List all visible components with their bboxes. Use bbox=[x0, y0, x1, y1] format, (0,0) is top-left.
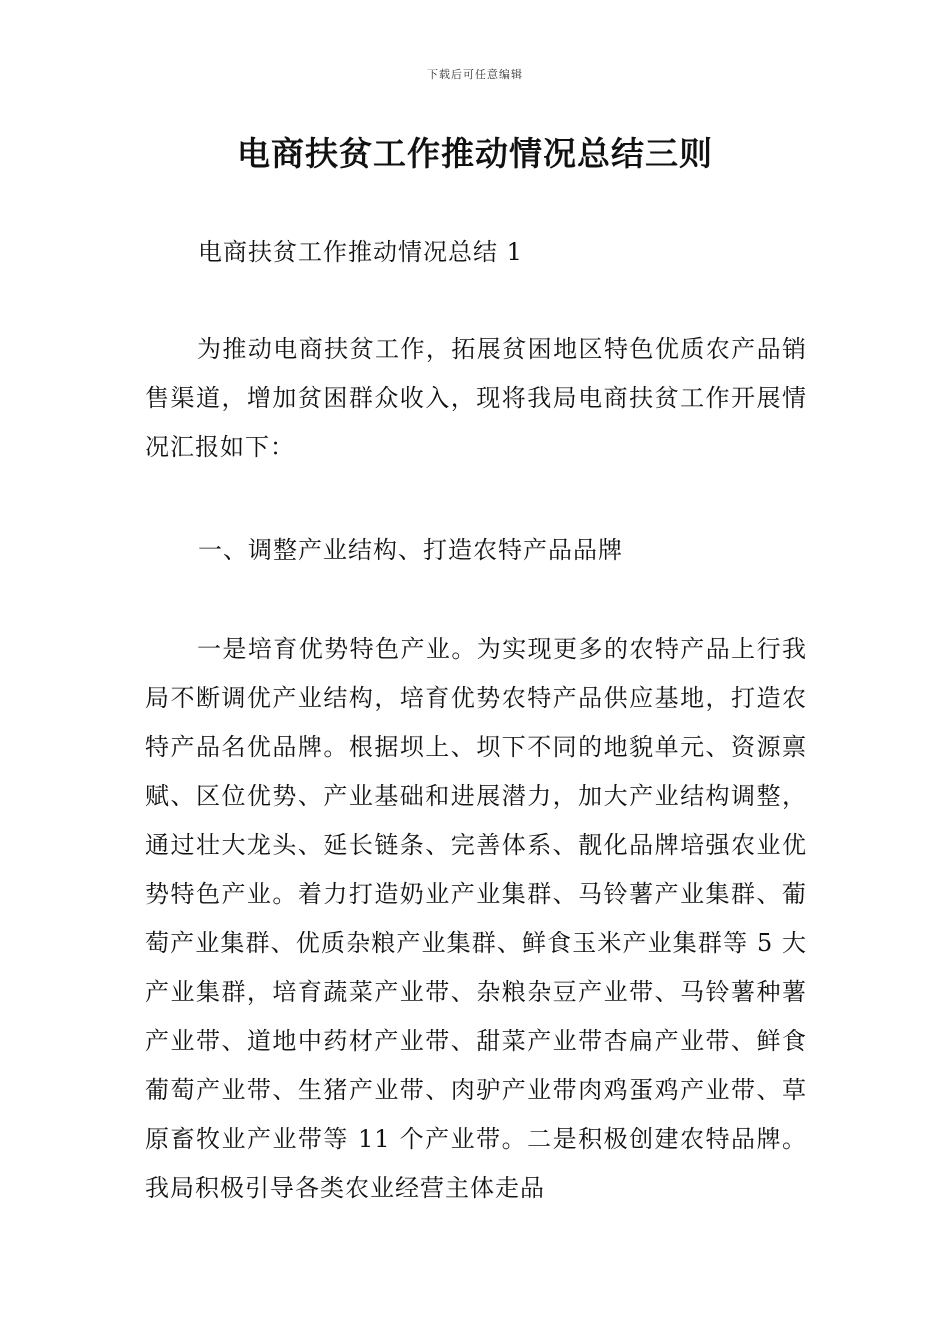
document-title: 电商扶贫工作推动情况总结三则 bbox=[237, 134, 713, 173]
document-subtitle: 电商扶贫工作推动情况总结 1 bbox=[198, 238, 523, 266]
section-heading: 一、调整产业结构、打造农特产品品牌 bbox=[198, 536, 623, 564]
body-paragraph: 一是培育优势特色产业。为实现更多的农特产品上行我局不断调优产业结构，培育优势农特产品供应基地，打造农特产品名优品牌。根据坝上、坝下不同的地貌单元、资源禀赋、区位优势、产业基础和进展潜力，加大产业结构调整，通过壮大龙头、延长链条、完善体系、靓化品牌培强农业优势特色产业。着力打造奶业产业集群、马铃薯产业集群、葡萄产业集群、优质杂粮产业集群、鲜食玉米产业集群等 5 大产业集群，培育蔬菜产业带、杂粮杂豆产业带、马铃薯种薯产业带、道地中药材产业带、甜菜产业带杏扁产业带、鲜食葡萄产业带、生猪产业带、肉驴产业带肉鸡蛋鸡产业带、草原畜牧业产业带等 11 个产业带。二是积极创建农特品牌。我局积极引导各类农业经营主体走品 bbox=[145, 635, 807, 1202]
header-note: 下载后可任意编辑 bbox=[427, 68, 523, 81]
intro-paragraph: 为推动电商扶贫工作，拓展贫困地区特色优质农产品销售渠道，增加贫困群众收入，现将我局电商扶贫工作开展情况汇报如下： bbox=[145, 335, 807, 461]
